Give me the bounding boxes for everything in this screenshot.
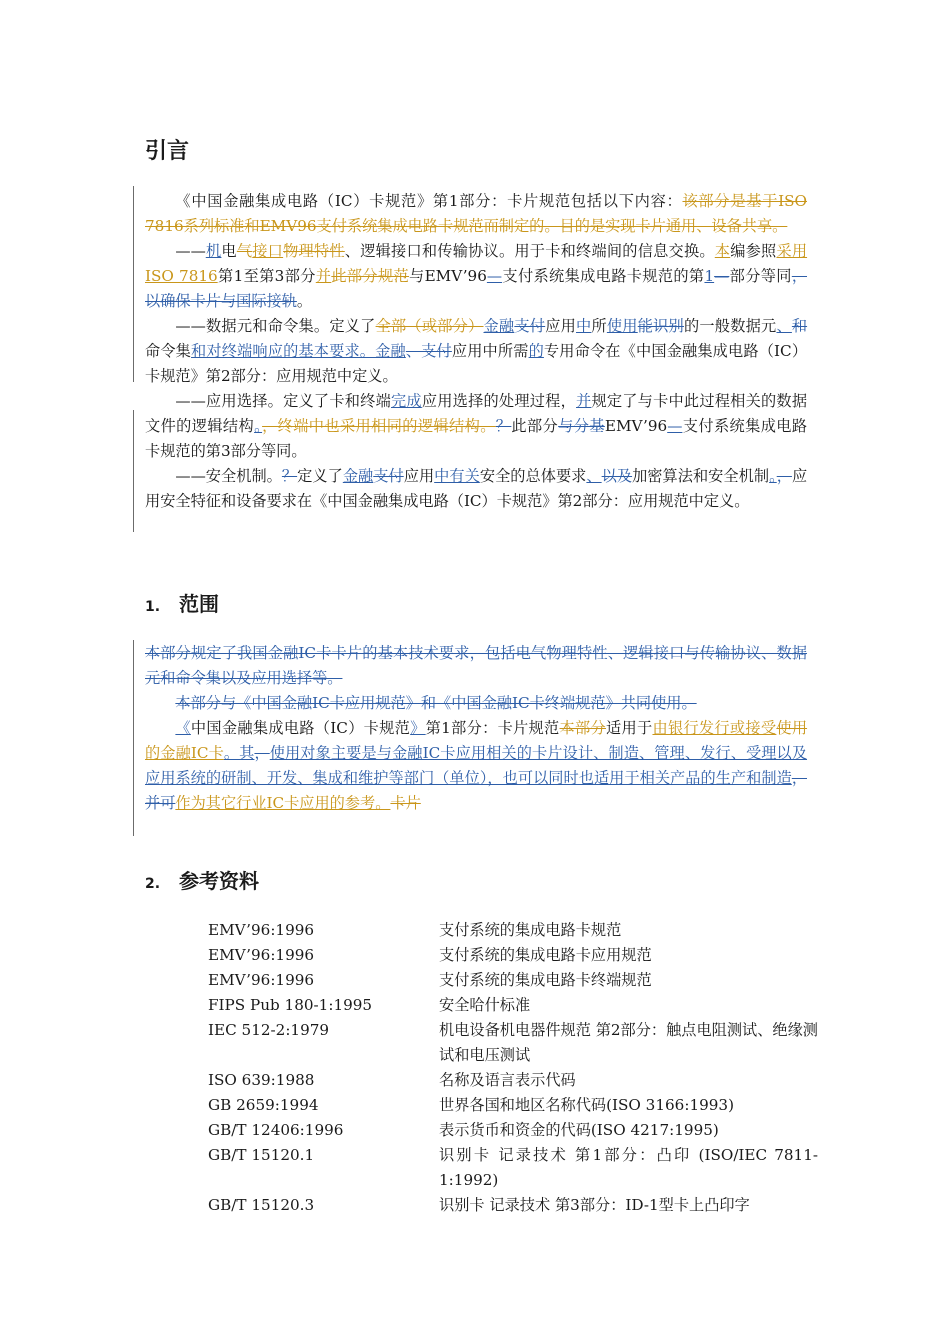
references-list (208, 918, 818, 1218)
references-title: 参考资料 (179, 869, 259, 893)
reference-code: GB/T 15120.3 (208, 1196, 315, 1214)
reference-row (208, 943, 818, 968)
intro-paragraph-3: ——数据元和命令集。定义了全部（或部分）金融支付应用中所使用能识别的一般数据元、和命令集和对终端响应的基本要求。金融、支付应用中所需的专用命令在《中国金融集成电路（IC）卡规范》第2部分：应用规范中定义。 (145, 317, 808, 385)
reference-code: EMV’96:1996 (208, 971, 315, 989)
scope-title: 范围 (179, 592, 219, 616)
scope-paragraph-1: 本部分规定了我国金融IC卡卡片的基本技术要求，包括电气物理特性、逻辑接口与传输协议、数据元和命令集以及应用选择等。 (145, 644, 807, 687)
change-bar (133, 186, 134, 382)
scope-section (145, 641, 807, 816)
reference-row (208, 1093, 818, 1118)
reference-row (208, 1118, 818, 1143)
reference-code: GB/T 15120.1 (208, 1146, 315, 1164)
intro-section (145, 189, 807, 514)
reference-code: ISO 639:1988 (208, 1071, 315, 1089)
reference-title: 支付系统的集成电路卡终端规范 (439, 971, 652, 989)
reference-code: EMV’96:1996 (208, 921, 315, 939)
scope-heading (145, 588, 219, 617)
references-heading (145, 865, 259, 894)
reference-code: GB/T 12406:1996 (208, 1121, 344, 1139)
reference-title: 安全哈什标准 (439, 996, 531, 1014)
reference-title: 机电设备机电器件规范 第2部分：触点电阻测试、绝缘测试和电压测试 (439, 1021, 818, 1064)
change-bar (133, 410, 134, 532)
reference-title: 世界各国和地区名称代码(ISO 3166:1993) (439, 1096, 735, 1114)
reference-title: 支付系统的集成电路卡规范 (439, 921, 622, 939)
reference-row (208, 1143, 818, 1193)
intro-paragraph-1: 《中国金融集成电路（IC）卡规范》第1部分：卡片规范包括以下内容：该部分是基于ISO 7816系列标准和EMV96支付系统集成电路卡规范而制定的。目的是实现卡片通用、设备共享。 (145, 192, 807, 235)
reference-title: 支付系统的集成电路卡应用规范 (439, 946, 652, 964)
reference-code: FIPS Pub 180-1:1995 (208, 996, 373, 1014)
reference-title: 识别卡 记录技术 第3部分：ID-1型卡上凸印字 (439, 1196, 750, 1214)
reference-code: IEC 512-2:1979 (208, 1021, 330, 1039)
reference-row (208, 968, 818, 993)
reference-code: GB 2659:1994 (208, 1096, 319, 1114)
intro-paragraph-5: ——安全机制。？定义了金融支付应用中有关安全的总体要求、以及加密算法和安全机制。，应用安全特征和设备要求在《中国金融集成电路（IC）卡规范》第2部分：应用规范中定义。 (145, 467, 808, 510)
reference-row (208, 1193, 818, 1218)
change-bar (133, 640, 134, 836)
reference-row (208, 918, 818, 943)
intro-paragraph-4: ——应用选择。定义了卡和终端完成应用选择的处理过程，并规定了与卡中此过程相关的数据文件的逻辑结构。，终端中也采用相同的逻辑结构。？此部分与分基EMV’96—支付系统集成电路卡规范的第3部分等同。 (145, 392, 808, 460)
intro-heading: 引言 (145, 139, 190, 164)
reference-title: 识别卡 记录技术 第1部分：凸印 (ISO/IEC 7811-1:1992) (439, 1146, 818, 1189)
reference-row (208, 993, 818, 1018)
references-number: 2. (145, 876, 161, 892)
scope-paragraph-3: 《中国金融集成电路（IC）卡规范》第1部分：卡片规范本部分适用于由银行发行或接受使用的金融IC卡。其，使用对象主要是与金融IC卡应用相关的卡片设计、制造、管理、发行、受理以及应用系统的研制、开发、集成和维护等部门（单位），也可以同时也适用于相关产品的生产和制造，并可作为其它行业IC卡应用的参考。卡片 (145, 719, 808, 812)
reference-row (208, 1018, 818, 1068)
scope-number: 1. (145, 599, 161, 615)
scope-paragraph-2: 本部分与《中国金融IC卡应用规范》和《中国金融IC卡终端规范》共同使用。 (175, 694, 697, 712)
intro-paragraph-2: ——机电气接口物理特性、逻辑接口和传输协议。用于卡和终端间的信息交换。本编参照采用ISO 7816第1至第3部分并此部分规范与EMV’96—支付系统集成电路卡规范的第1—部分等同，以确保卡片与国际接轨。 (145, 242, 808, 310)
reference-title: 表示货币和资金的代码(ISO 4217:1995) (439, 1121, 719, 1139)
reference-title: 名称及语言表示代码 (439, 1071, 576, 1089)
reference-row (208, 1068, 818, 1093)
reference-code: EMV’96:1996 (208, 946, 315, 964)
